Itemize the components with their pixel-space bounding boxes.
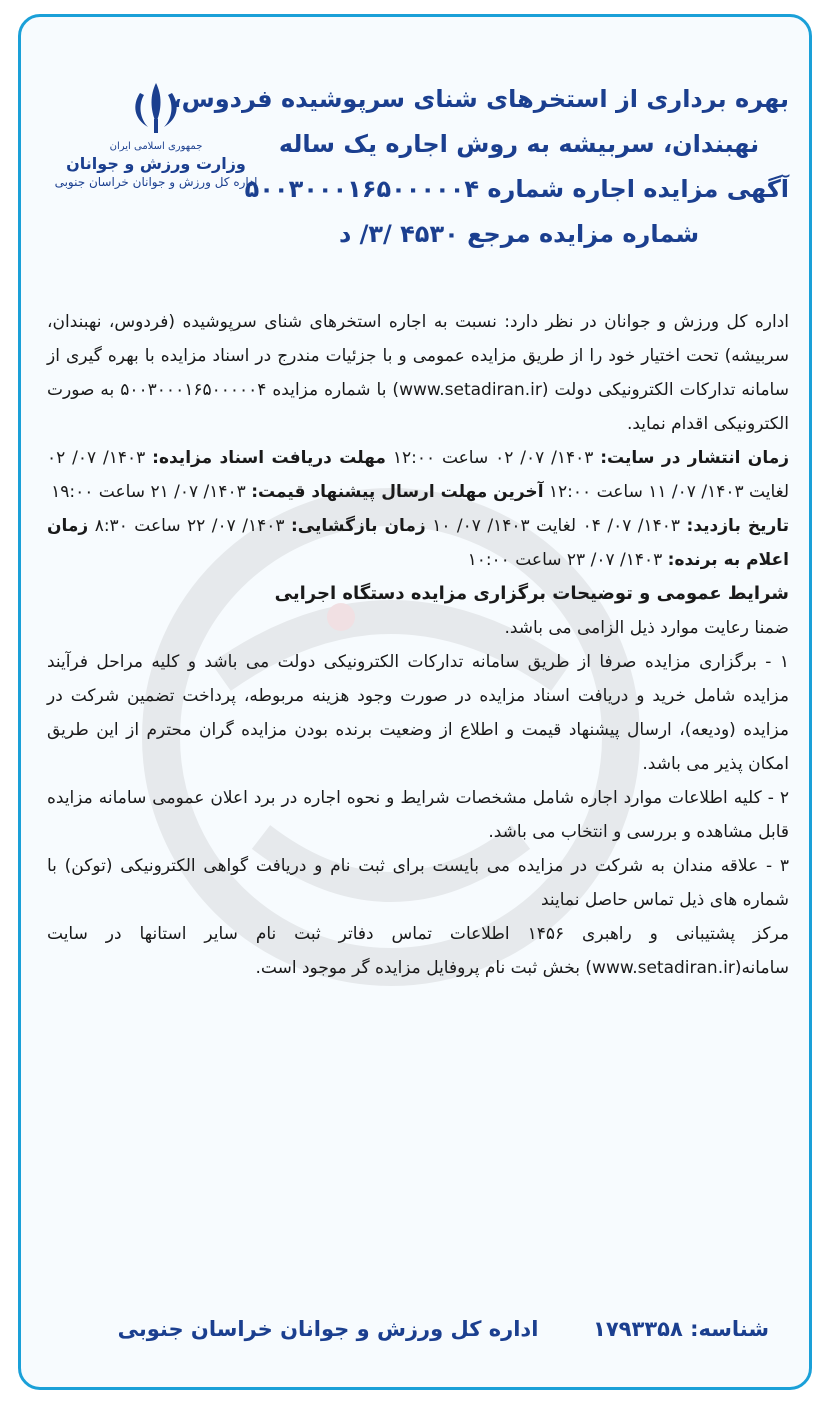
- title-line-3: آگهی مزایده اجاره شماره ۵۰۰۳۰۰۰۱۶۵۰۰۰۰۰۴: [244, 175, 789, 203]
- header: [21, 17, 809, 287]
- condition-item-1: ۱ - برگزاری مزایده صرفا از طریق سامانه تدارکات الکترونیکی دولت می باشد و کلیه مراحل فرآیند مزایده شامل خرید و دریافت اسناد مزایده در صورت وجود هزینه مربوطه، پرداخت تضمین شرکت در مزایده (ودیعه)، ارسال پیشنهاد قیمت و اطلاع از وضعیت برنده بودن مزایده گران محترم از این طریق امکان پذیر می باشد.: [47, 652, 789, 774]
- intro-paragraph: اداره کل ورزش و جوانان در نظر دارد: نسبت به اجاره استخرهای شنای سرپوشیده (فردوس، نهبندان، سربیشه) تحت اختیار خود را از طریق مزایده عمومی و با جزئیات مندرج در اسناد مزایده با بهره گیری از سامانه تدارکات الکترونیکی دولت (www.setadiran.ir) با شماره مزایده ۵۰۰۳۰۰۰۱۶۵۰۰۰۰۰۴ به صورت الکترونیکی اقدام نماید.: [47, 312, 789, 434]
- support-paragraph: مرکز پشتیبانی و راهبری ۱۴۵۶ اطلاعات تماس دفاتر ثبت نام سایر استانها در سایت سامانه(www.setadiran.ir) بخش ثبت نام پروفایل مزایده گر موجود است.: [47, 924, 789, 978]
- visit-value: ۱۴۰۳/ ۰۷/ ۰۴ لغایت ۱۴۰۳/ ۰۷/ ۱۰: [432, 516, 681, 536]
- title-line-1: بهره برداری از استخرهای شنای سرپوشیده فردوس،: [172, 85, 789, 113]
- title-line-4: شماره مزایده مرجع ۴۵۳۰ /۳/ د: [338, 220, 700, 248]
- notice-body: [47, 305, 789, 985]
- publish-label: زمان انتشار در سایت:: [600, 448, 790, 468]
- open-label: زمان بازگشایی:: [291, 516, 426, 536]
- logo-office: اداره کل ورزش و جوانان خراسان جنوبی: [54, 175, 258, 189]
- conditions-title: شرایط عمومی و توضیحات برگزاری مزایده دستگاه اجرایی: [274, 583, 789, 604]
- visit-label: تاریخ بازدید:: [686, 516, 790, 536]
- bid-label: آخرین مهلت ارسال پیشنهاد قیمت:: [251, 482, 544, 502]
- footer-org: اداره کل ورزش و جوانان خراسان جنوبی: [117, 1317, 539, 1341]
- notice-titles: [172, 77, 789, 257]
- docs-value: ۱۴۰۳/ ۰۷/ ۰۲ لغایت ۱۴۰۳/ ۰۷/ ۱۱ ساعت ۱۲:۰۰: [47, 448, 789, 502]
- condition-item-2: ۲ - کلیه اطلاعات موارد اجاره شامل مشخصات شرایط و نحوه اجاره در برد اعلان عمومی سامانه مزایده قابل مشاهده و بررسی و انتخاب می باشد.: [47, 788, 789, 842]
- docs-label: مهلت دریافت اسناد مزایده:: [152, 448, 386, 468]
- title-line-2: نهبندان، سربیشه به روش اجاره یک ساله: [278, 130, 760, 158]
- publish-value: ۱۴۰۳/ ۰۷/ ۰۲ ساعت ۱۲:۰۰: [392, 448, 594, 468]
- footer: [47, 1317, 769, 1341]
- logo-country: جمهوری اسلامی ایران: [109, 141, 203, 152]
- notice-id: شناسه: ۱۷۹۳۳۵۸: [593, 1317, 769, 1341]
- schedule-block-2: [47, 509, 789, 577]
- winner-value: ۱۴۰۳/ ۰۷/ ۲۳ ساعت ۱۰:۰۰: [467, 550, 663, 570]
- logo-ministry: وزارت ورزش و جوانان: [66, 154, 246, 173]
- notice-frame: [18, 14, 812, 1390]
- condition-item-3: ۳ - علاقه مندان به شرکت در مزایده می بایست برای ثبت نام و دریافت گواهی الکترونیکی (توکن) با شماره های ذیل تماس حاصل نمایند: [47, 856, 789, 910]
- bid-value: ۱۴۰۳/ ۰۷/ ۲۱ ساعت ۱۹:۰۰: [51, 482, 246, 502]
- schedule-block: [47, 441, 789, 509]
- conditions-intro: ضمنا رعایت موارد ذیل الزامی می باشد.: [504, 618, 789, 638]
- winner-label: زمان اعلام به برنده:: [47, 516, 789, 570]
- open-value: ۱۴۰۳/ ۰۷/ ۲۲ ساعت ۸:۳۰: [94, 516, 285, 536]
